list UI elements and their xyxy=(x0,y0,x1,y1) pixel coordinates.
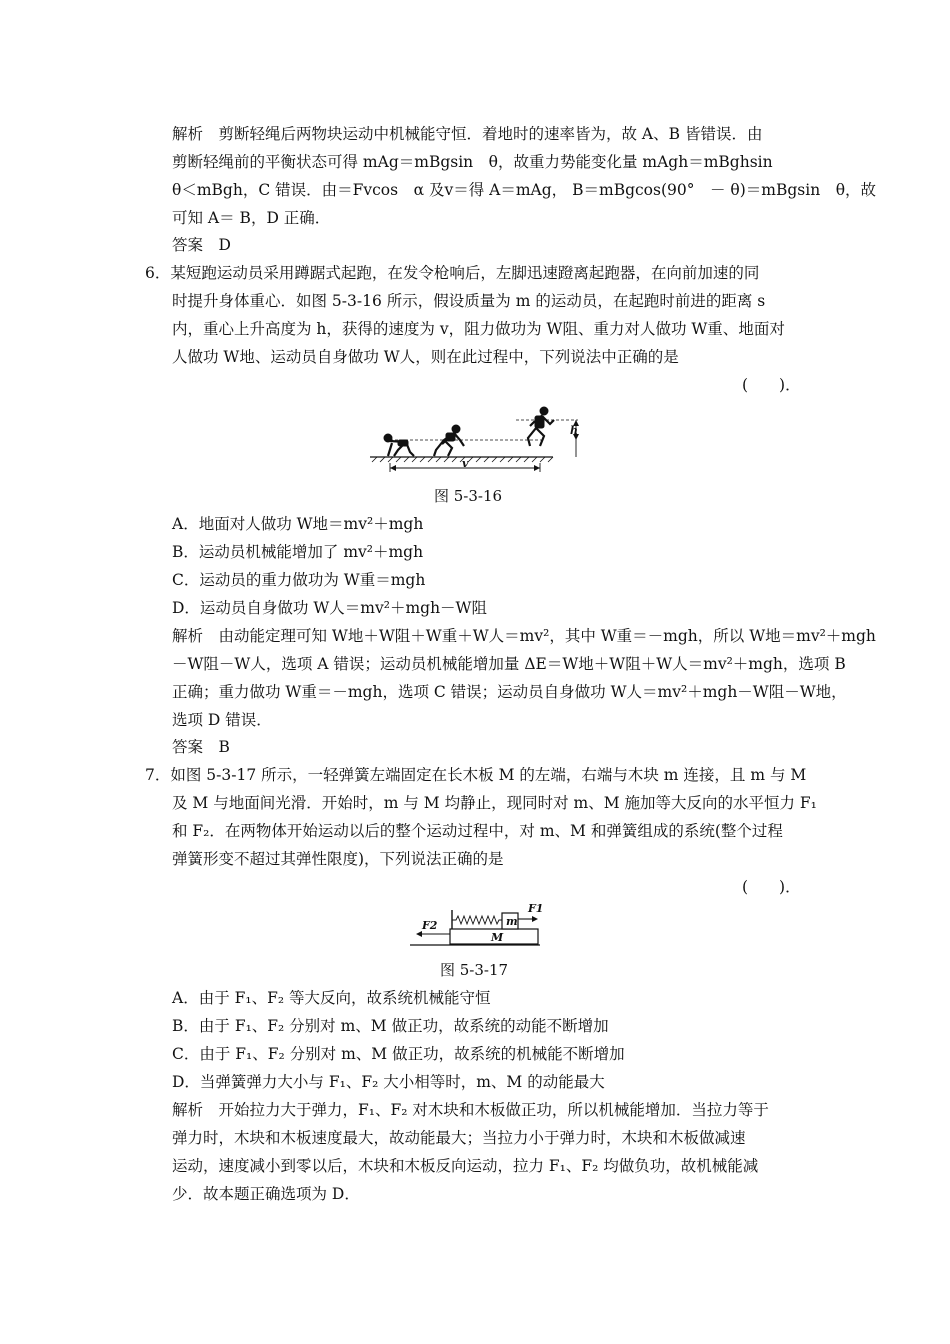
figure-5-3-16 xyxy=(368,400,578,470)
q7-option-c: C．由于 F₁、F₂ 分别对 m、M 做正功，故系统的机械能不断增加 xyxy=(172,1045,625,1063)
q7-stem-line-1: 7．如图 5-3-17 所示，一轻弹簧左端固定在长木板 M 的左端，右端与木块 m 连接，且 m 与 M xyxy=(145,766,807,784)
board-M-label: M xyxy=(491,931,504,944)
q5-answer: 答案 D xyxy=(172,236,231,254)
q7-option-d: D．当弹簧弹力大小与 F₁、F₂ 大小相等时，m、M 的动能最大 xyxy=(172,1073,605,1091)
spring xyxy=(452,916,502,924)
q7-analysis-line-4: 少．故本题正确选项为 D． xyxy=(172,1185,360,1203)
force-F1-label: F1 xyxy=(528,902,544,915)
q7-stem-line-2: 及 M 与地面间光滑．开始时，m 与 M 均静止，现同时对 m、M 施加等大反向的水平恒力 F₁ xyxy=(172,794,817,812)
q7-analysis-line-1: 解析 开始拉力大于弹力，F₁、F₂ 对木块和木板做正功，所以机械能增加．当拉力等于 xyxy=(172,1101,769,1119)
block-m-label: m xyxy=(506,915,518,928)
figure-5-3-17-caption: 图 5-3-17 xyxy=(440,961,509,979)
q6-stem-line-1: 6．某短跑运动员采用蹲踞式起跑，在发令枪响后，左脚迅速蹬离起跑器，在向前加速的同 xyxy=(145,264,760,282)
q6-stem-line-3: 内，重心上升高度为 h，获得的速度为 v，阻力做功为 W阻、重力对人做功 W重、地面对 xyxy=(172,320,785,338)
q6-option-b: B．运动员机械能增加了 mv²＋mgh xyxy=(172,543,424,561)
q6-stem-line-4: 人做功 W地、运动员自身做功 W人，则在此过程中，下列说法中正确的是 xyxy=(172,348,679,366)
q5-analysis-line-4: 可知 A＝ B，D 正确． xyxy=(172,209,331,227)
q7-stem-line-4: 弹簧形变不超过其弹性限度)，下列说法正确的是 xyxy=(172,850,504,868)
runner-crouched-figure xyxy=(384,434,414,456)
h-label: h xyxy=(570,424,578,437)
q6-option-c: C．运动员的重力做功为 W重＝mgh xyxy=(172,571,426,589)
q7-option-b: B．由于 F₁、F₂ 分别对 m、M 做正功，故系统的动能不断增加 xyxy=(172,1017,609,1035)
v-label: v xyxy=(462,457,469,470)
q7-stem-line-3: 和 F₂．在两物体开始运动以后的整个运动过程中，对 m、M 和弹簧组成的系统(整个过程 xyxy=(172,822,783,840)
q7-analysis-line-2: 弹力时，木块和木板速度最大，故动能最大；当拉力小于弹力时，木块和木板做减速 xyxy=(172,1129,746,1147)
q7-analysis-line-3: 运动，速度减小到零以后，木块和木板反向运动，拉力 F₁、F₂ 均做负功，故机械能减 xyxy=(172,1157,759,1175)
q6-option-a: A．地面对人做功 W地＝mv²＋mgh xyxy=(172,515,424,533)
q7-option-a: A．由于 F₁、F₂ 等大反向，故系统机械能守恒 xyxy=(172,989,491,1007)
q6-answer: 答案 B xyxy=(172,738,230,756)
q5-analysis-line-2: 剪断轻绳前的平衡状态可得 mAg＝mBgsin θ，故重力势能变化量 mAgh＝mBghsin xyxy=(172,153,773,171)
q6-answer-blank: ( )． xyxy=(742,376,801,394)
q6-analysis-line-1: 解析 由动能定理可知 W地＋W阻＋W重＋W人＝mv²，其中 W重＝－mgh，所以 W地＝mv²＋mgh xyxy=(172,627,876,645)
q6-option-d: D．运动员自身做功 W人＝mv²＋mgh－W阻 xyxy=(172,599,487,617)
q6-analysis-line-2: －W阻－W人，选项 A 错误；运动员机械能增加量 ΔE＝W地＋W阻＋W人＝mv²＋mgh，选项 B xyxy=(172,655,846,673)
q5-analysis-line-3: θ＜mBgh，C 错误．由＝Fvcos α 及v＝得 A＝mAg， B＝mBgcos(90° － θ)＝mBgsin θ，故 xyxy=(172,181,877,199)
q6-analysis-line-3: 正确；重力做功 W重＝－mgh，选项 C 错误；运动员自身做功 W人＝mv²＋mgh－W阻－W地， xyxy=(172,683,847,701)
figure-5-3-17 xyxy=(408,900,548,948)
q7-answer-blank: ( )． xyxy=(742,878,801,896)
runner-rising-figure xyxy=(434,425,464,456)
q6-stem-line-2: 时提升身体重心．如图 5-3-16 所示，假设质量为 m 的运动员，在起跑时前进的距离 s xyxy=(172,292,766,310)
figure-5-3-16-caption: 图 5-3-16 xyxy=(434,487,503,505)
q6-analysis-line-4: 选项 D 错误． xyxy=(172,711,272,729)
force-F2-label: F2 xyxy=(422,919,438,932)
q5-analysis-line-1: 解析 剪断轻绳后两物块运动中机械能守恒．着地时的速率皆为，故 A、B 皆错误．由 xyxy=(172,125,763,143)
